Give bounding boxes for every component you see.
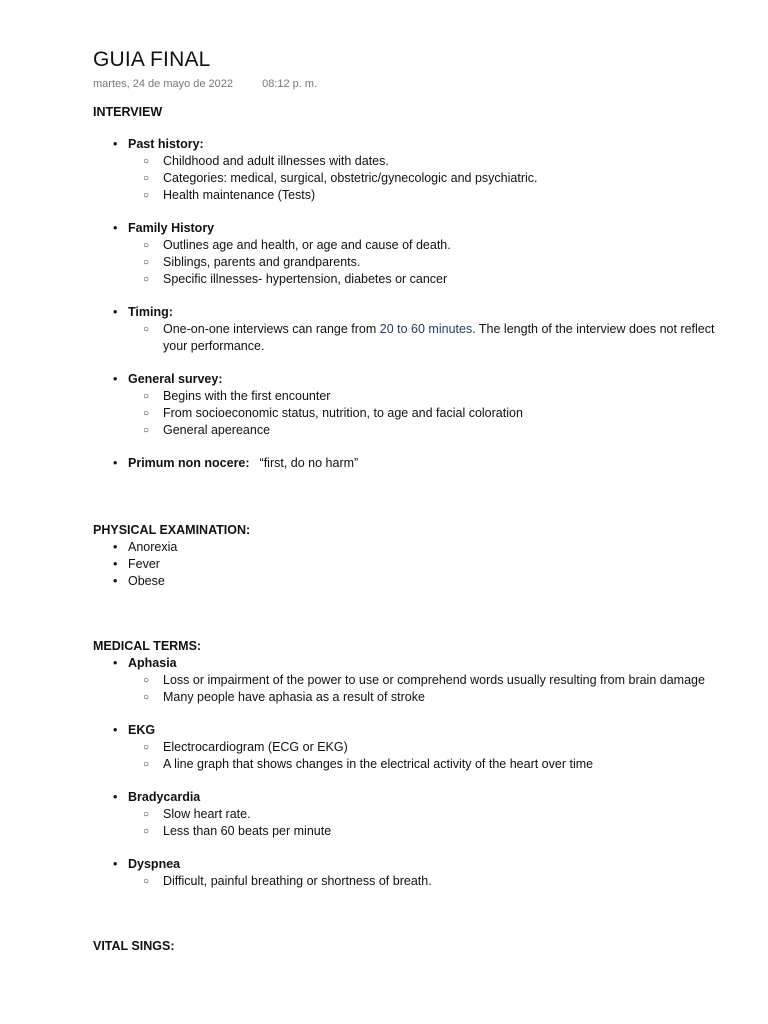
note-date: martes, 24 de mayo de 2022 bbox=[93, 78, 234, 90]
sub-list-item[interactable]: ○ Slow heart rate. bbox=[128, 806, 733, 823]
list-item-label: Timing: bbox=[128, 305, 173, 319]
medical-terms-section bbox=[93, 655, 733, 890]
list-item-primum[interactable] bbox=[93, 455, 733, 472]
list-item-timing[interactable] bbox=[93, 304, 733, 355]
sub-list-item[interactable]: ○ Health maintenance (Tests) bbox=[128, 187, 733, 204]
sub-list-item[interactable]: ○ Categories: medical, surgical, obstetric/gynecologic and psychiatric. bbox=[128, 170, 733, 187]
page-title[interactable]: GUIA FINAL bbox=[93, 48, 211, 71]
interview-section bbox=[93, 136, 733, 472]
physical-section bbox=[93, 539, 733, 590]
list-item[interactable]: • Anorexia bbox=[93, 539, 733, 556]
list-item-past-history[interactable] bbox=[93, 136, 733, 204]
sub-list-item[interactable]: ○ Begins with the first encounter bbox=[128, 388, 733, 405]
list-item-ekg[interactable] bbox=[93, 722, 733, 773]
section-heading-medical-terms[interactable]: MEDICAL TERMS: bbox=[93, 639, 202, 653]
list-item-label: Dyspnea bbox=[128, 857, 181, 871]
sub-list-item[interactable]: ○ Electrocardiogram (ECG or EKG) bbox=[128, 739, 733, 756]
timing-text-before: One-on-one interviews can range from bbox=[163, 322, 380, 336]
list-item-aphasia[interactable] bbox=[93, 655, 733, 706]
sub-list-item[interactable]: ○ Specific illnesses- hypertension, diabetes or cancer bbox=[128, 271, 733, 288]
list-item-label: EKG bbox=[128, 723, 156, 737]
sub-list-item[interactable]: ○ Difficult, painful breathing or shortness of breath. bbox=[128, 873, 733, 890]
primum-text: “first, do no harm” bbox=[259, 456, 359, 470]
sub-list-item[interactable]: ○ Outlines age and health, or age and cause of death. bbox=[128, 237, 733, 254]
list-item-label: Family History bbox=[128, 221, 215, 235]
note-page bbox=[93, 48, 733, 955]
section-heading-interview[interactable]: INTERVIEW bbox=[93, 105, 163, 119]
sub-list-item[interactable]: ○ Childhood and adult illnesses with dates. bbox=[128, 153, 733, 170]
section-heading-vital-signs[interactable]: VITAL SINGS: bbox=[93, 939, 175, 953]
sub-list-item[interactable]: ○ Loss or impairment of the power to use or comprehend words usually resulting from brain damage bbox=[128, 672, 733, 689]
sub-list-item[interactable]: ○ From socioeconomic status, nutrition, to age and facial coloration bbox=[128, 405, 733, 422]
sub-list-item[interactable] bbox=[128, 321, 733, 355]
list-item-dyspnea[interactable] bbox=[93, 856, 733, 890]
list-item[interactable]: • Obese bbox=[93, 573, 733, 590]
sub-list-item[interactable]: ○ A line graph that shows changes in the electrical activity of the heart over time bbox=[128, 756, 733, 773]
list-item-label: Bradycardia bbox=[128, 790, 201, 804]
list-item-bradycardia[interactable] bbox=[93, 789, 733, 840]
sub-list-item[interactable]: ○ Siblings, parents and grandparents. bbox=[128, 254, 733, 271]
sub-list-item[interactable]: ○ General apereance bbox=[128, 422, 733, 439]
sub-list-item[interactable]: ○ Less than 60 beats per minute bbox=[128, 823, 733, 840]
list-item[interactable]: • Fever bbox=[93, 556, 733, 573]
list-item-family-history[interactable] bbox=[93, 220, 733, 288]
list-item-label: General survey: bbox=[128, 372, 223, 386]
sub-list-item[interactable]: ○ Many people have aphasia as a result of stroke bbox=[128, 689, 733, 706]
timing-text-after: . The length of the interview does not reflect your performance. bbox=[163, 322, 715, 353]
list-item-label: Primum non nocere: bbox=[128, 456, 250, 470]
list-item-label: Aphasia bbox=[128, 656, 177, 670]
timing-highlight: 20 to 60 minutes bbox=[379, 322, 473, 336]
list-item-label: Past history: bbox=[128, 137, 204, 151]
section-heading-physical-examination[interactable]: PHYSICAL EXAMINATION: bbox=[93, 523, 251, 537]
note-time: 08:12 p. m. bbox=[262, 78, 318, 90]
list-item-general-survey[interactable] bbox=[93, 371, 733, 439]
page-meta bbox=[93, 77, 733, 91]
